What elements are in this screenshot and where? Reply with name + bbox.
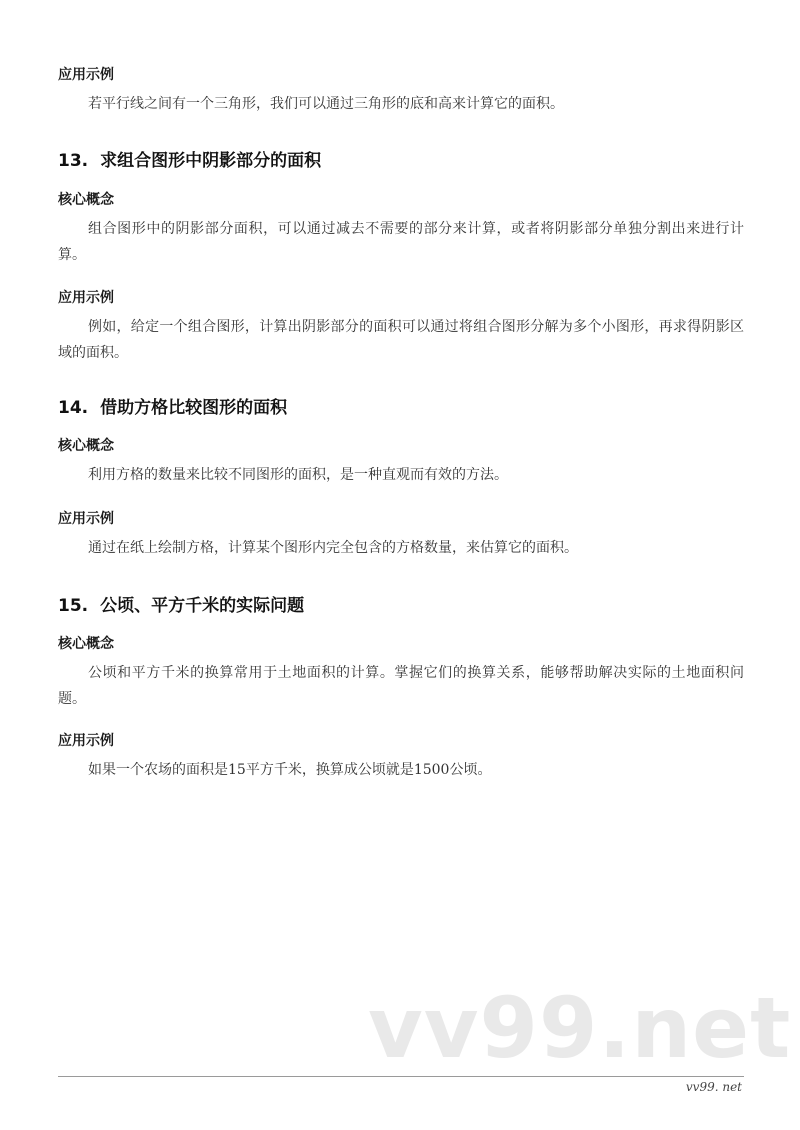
concept-heading: 核心概念 xyxy=(58,192,114,208)
section-number: 14. xyxy=(58,398,89,418)
example-paragraph: 通过在纸上绘制方格，计算某个图形内完全包含的方格数量，来估算它的面积。 xyxy=(88,540,578,556)
example-paragraph: 若平行线之间有一个三角形，我们可以通过三角形的底和高来计算它的面积。 xyxy=(88,96,564,112)
concept-paragraph: 公顷和平方千米的换算常用于土地面积的计算。掌握它们的换算关系，能够帮助解决实际的土地面积问题。 xyxy=(58,665,744,707)
example-heading: 应用示例 xyxy=(58,733,114,749)
example-heading: 应用示例 xyxy=(58,511,114,527)
watermark: vv99.net xyxy=(368,979,792,1077)
example-heading: 应用示例 xyxy=(58,290,114,306)
section-title-text: 公顷、平方千米的实际问题 xyxy=(100,596,305,616)
example-heading: 应用示例 xyxy=(58,67,114,83)
concept-paragraph: 利用方格的数量来比较不同图形的面积，是一种直观而有效的方法。 xyxy=(88,467,508,483)
section-title-15 xyxy=(58,591,304,616)
section-number: 15. xyxy=(58,596,89,616)
example-paragraph: 如果一个农场的面积是15平方千米，换算成公顷就是1500公顷。 xyxy=(88,762,492,778)
footer-site-label: vv99. net xyxy=(685,1080,742,1094)
section-title-14 xyxy=(58,393,287,418)
section-title-text: 借助方格比较图形的面积 xyxy=(100,398,288,418)
section-title-13 xyxy=(58,146,321,171)
concept-heading: 核心概念 xyxy=(58,636,114,652)
footer-divider xyxy=(58,1076,744,1077)
example-paragraph: 例如，给定一个组合图形，计算出阴影部分的面积可以通过将组合图形分解为多个小图形，再求得阴影区域的面积。 xyxy=(58,319,744,361)
section-number: 13. xyxy=(58,151,89,171)
concept-heading: 核心概念 xyxy=(58,438,114,454)
concept-paragraph: 组合图形中的阴影部分面积，可以通过减去不需要的部分来计算，或者将阴影部分单独分割出来进行计算。 xyxy=(58,221,744,263)
section-title-text: 求组合图形中阴影部分的面积 xyxy=(100,151,322,171)
